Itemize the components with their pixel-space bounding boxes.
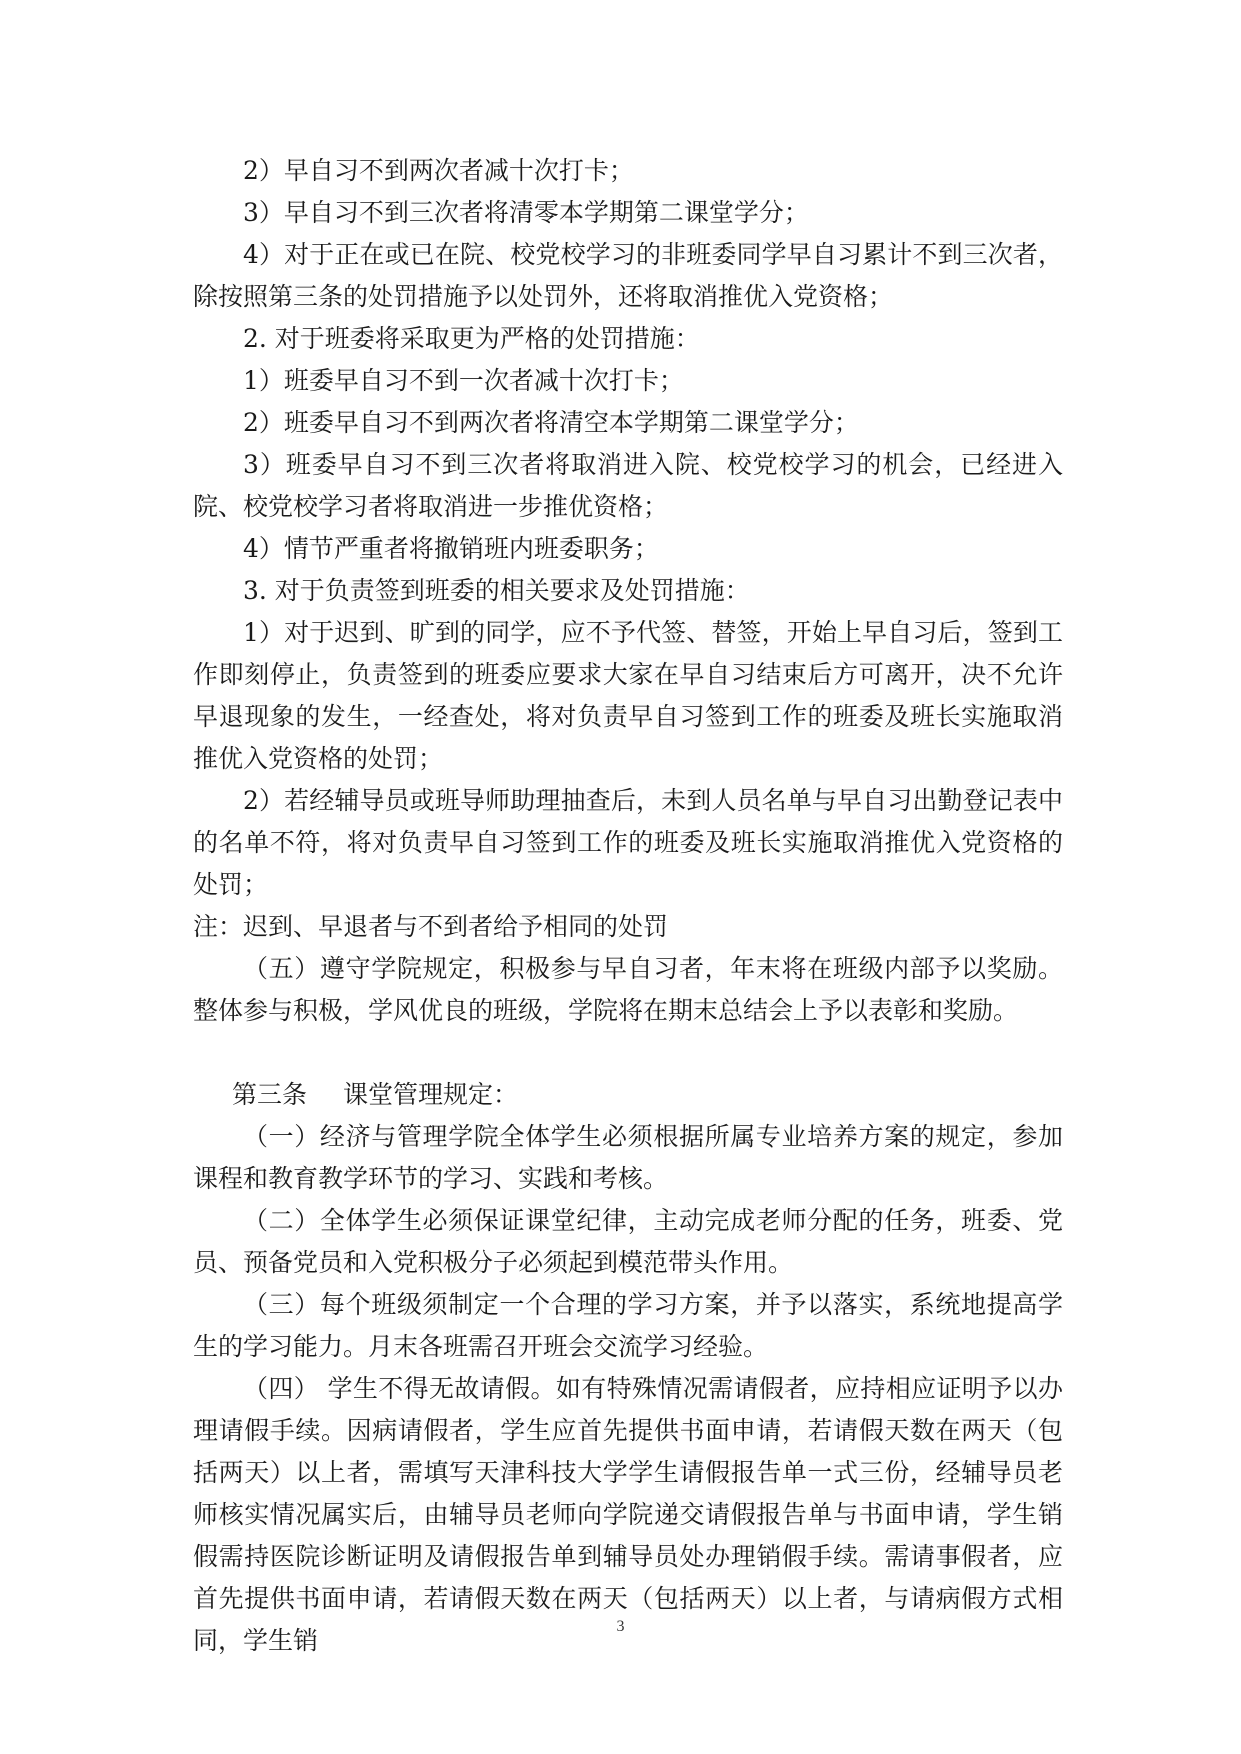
clause-signin-spot-check: 2）若经辅导员或班导师助理抽查后，未到人员名单与早自习出勤登记表中的名单不符，将对负责早自习签到工作的班委及班长实施取消推优入党资格的处罚； [193, 786, 1063, 899]
article-number: 第三条 [232, 1080, 308, 1109]
clause-committee-serious: 4）情节严重者将撤销班内班委职务； [243, 534, 659, 563]
article-para-one: （一）经济与管理学院全体学生必须根据所属专业培养方案的规定，参加课程和教育教学环节的学习、实践和考核。 [193, 1122, 1063, 1193]
article-title: 课堂管理规定： [343, 1080, 519, 1109]
clause-early-study-absent-thrice: 3）早自习不到三次者将清零本学期第二课堂学分； [243, 198, 809, 227]
note-line: 注：迟到、早退者与不到者给予相同的处罚 [193, 912, 669, 941]
clause-signin-committee-heading: 3. 对于负责签到班委的相关要求及处罚措施： [243, 576, 750, 605]
clause-early-study-absent-twice: 2）早自习不到两次者减十次打卡； [243, 156, 634, 185]
article-heading [193, 1074, 1063, 1116]
article-para-four: （四） 学生不得无故请假。如有特殊情况需请假者，应持相应证明予以办理请假手续。因病请假者，学生应首先提供书面申请，若请假天数在两天（包括两天）以上者，需填写天津科技大学学生请假报告单一式三份，经辅导员老师核实情况属实后，由辅导员老师向学院递交请假报告单与书面申请，学生销假需持医院诊断证明及请假报告单到辅导员处办理销假手续。需请事假者，应首先提供书面申请，若请假天数在两天（包括两天）以上者，与请病假方式相同，学生销 [193, 1374, 1063, 1655]
document-body [193, 150, 1063, 1662]
clause-committee-absent-thrice: 3）班委早自习不到三次者将取消进入院、校党校学习的机会，已经进入院、校党校学习者将取消进一步推优资格； [193, 450, 1063, 521]
clause-five-rewards: （五）遵守学院规定，积极参与早自习者，年末将在班级内部予以奖励。整体参与积极，学风优良的班级，学院将在期末总结会上予以表彰和奖励。 [193, 954, 1063, 1025]
clause-signin-late-absent: 1）对于迟到、旷到的同学，应不予代签、替签，开始上早自习后，签到工作即刻停止，负责签到的班委应要求大家在早自习结束后方可离开，决不允许早退现象的发生，一经查处，将对负责早自习签到工作的班委及班长实施取消推优入党资格的处罚； [193, 618, 1063, 773]
paragraph-gap [193, 1032, 1063, 1074]
article-para-three: （三）每个班级须制定一个合理的学习方案，并予以落实，系统地提高学生的学习能力。月末各班需召开班会交流学习经验。 [193, 1290, 1063, 1361]
clause-committee-absent-twice: 2）班委早自习不到两次者将清空本学期第二课堂学分； [243, 408, 859, 437]
article-para-two: （二）全体学生必须保证课堂纪律，主动完成老师分配的任务，班委、党员、预备党员和入党积极分子必须起到模范带头作用。 [193, 1206, 1063, 1277]
page-number: 3 [616, 1618, 625, 1635]
clause-class-committee-heading: 2. 对于班委将采取更为严格的处罚措施： [243, 324, 700, 353]
clause-committee-absent-once: 1）班委早自习不到一次者减十次打卡； [243, 366, 684, 395]
clause-party-school-students: 4）对于正在或已在院、校党校学习的非班委同学早自习累计不到三次者，除按照第三条的处罚措施予以处罚外，还将取消推优入党资格； [193, 240, 1063, 311]
